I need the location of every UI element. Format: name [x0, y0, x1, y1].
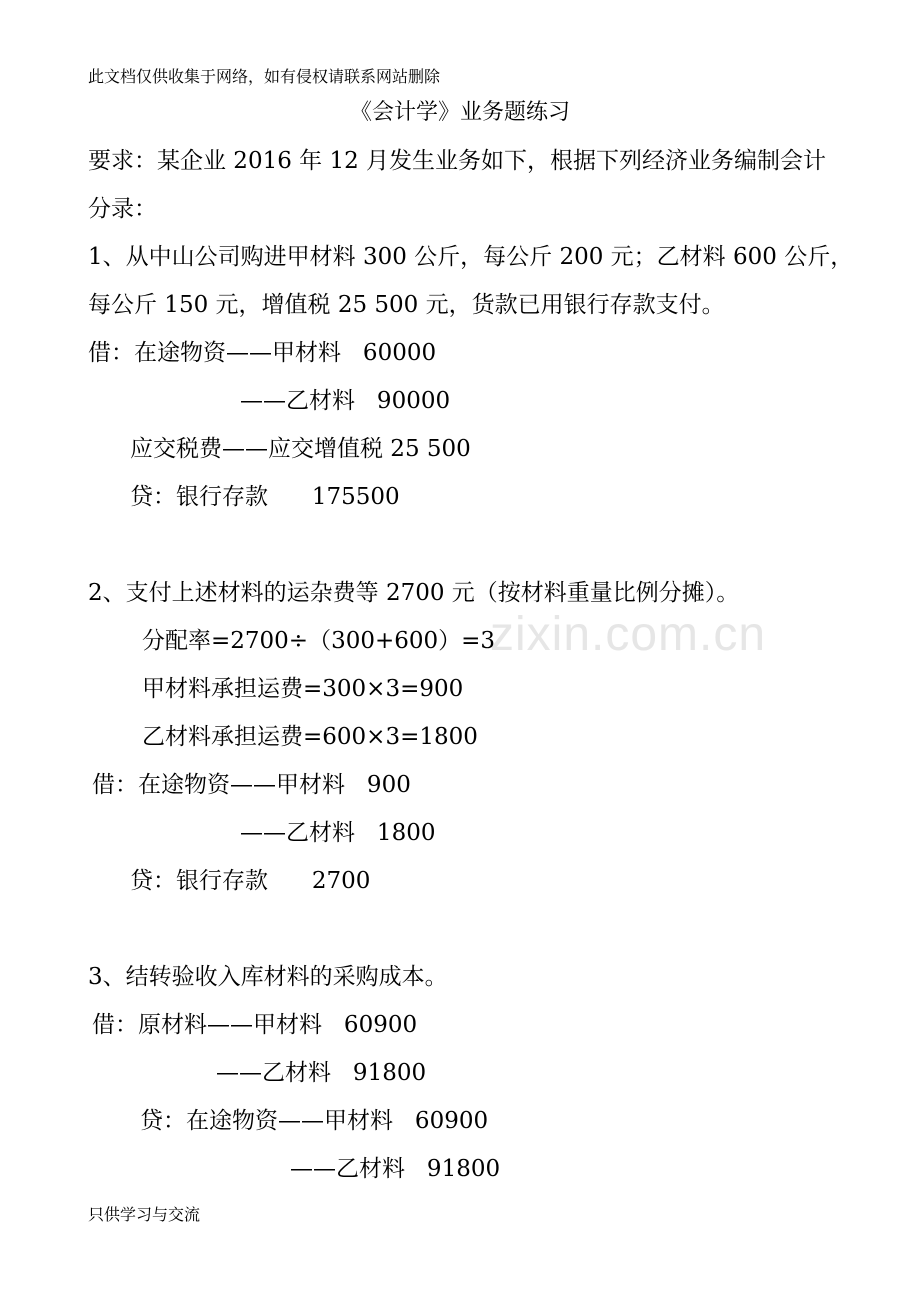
q2-entry-debit-1: 借：在途物资——甲材料 900: [92, 772, 411, 798]
page-title: 《会计学》业务题练习: [349, 100, 570, 125]
q2-calc-2: 甲材料承担运费=300×3=900: [142, 676, 464, 702]
q1-entry-debit-1: 借：在途物资——甲材料 60000: [88, 340, 437, 366]
q1-entry-credit: 贷：银行存款 175500: [130, 484, 400, 510]
q2-line-1: 2、支付上述材料的运杂费等 2700 元（按材料重量比例分摊）。: [88, 580, 740, 606]
q1-line-2: 每公斤 150 元，增值税 25 500 元，货款已用银行存款支付。: [88, 292, 725, 318]
q3-entry-credit-2: ——乙材料 91800: [290, 1156, 501, 1182]
footer-note: 只供学习与交流: [88, 1205, 201, 1224]
q2-calc-3: 乙材料承担运费=600×3=1800: [142, 724, 478, 750]
requirement-line-2: 分录：: [88, 196, 157, 222]
q1-entry-debit-3: 应交税费——应交增值税 25 500: [130, 436, 471, 462]
q1-line-1: 1、从中山公司购进甲材料 300 公斤，每公斤 200 元；乙材料 600 公斤，: [88, 244, 854, 270]
header-notice: 此文档仅供收集于网络，如有侵权请联系网站删除: [88, 67, 441, 86]
q3-entry-debit-1: 借：原材料——甲材料 60900: [92, 1012, 418, 1038]
requirement-line-1: 要求：某企业 2016 年 12 月发生业务如下，根据下列经济业务编制会计: [88, 148, 827, 174]
q3-entry-credit-1: 贷：在途物资——甲材料 60900: [140, 1108, 489, 1134]
q2-calc-1: 分配率=2700÷（300+600）=3: [142, 628, 496, 654]
watermark-text: zixin.com.cn: [490, 608, 767, 661]
q2-entry-debit-2: ——乙材料 1800: [240, 820, 436, 846]
q3-entry-debit-2: ——乙材料 91800: [216, 1060, 427, 1086]
q1-entry-debit-2: ——乙材料 90000: [240, 388, 451, 414]
q3-line-1: 3、结转验收入库材料的采购成本。: [88, 964, 448, 990]
q2-entry-credit: 贷：银行存款 2700: [130, 868, 371, 894]
